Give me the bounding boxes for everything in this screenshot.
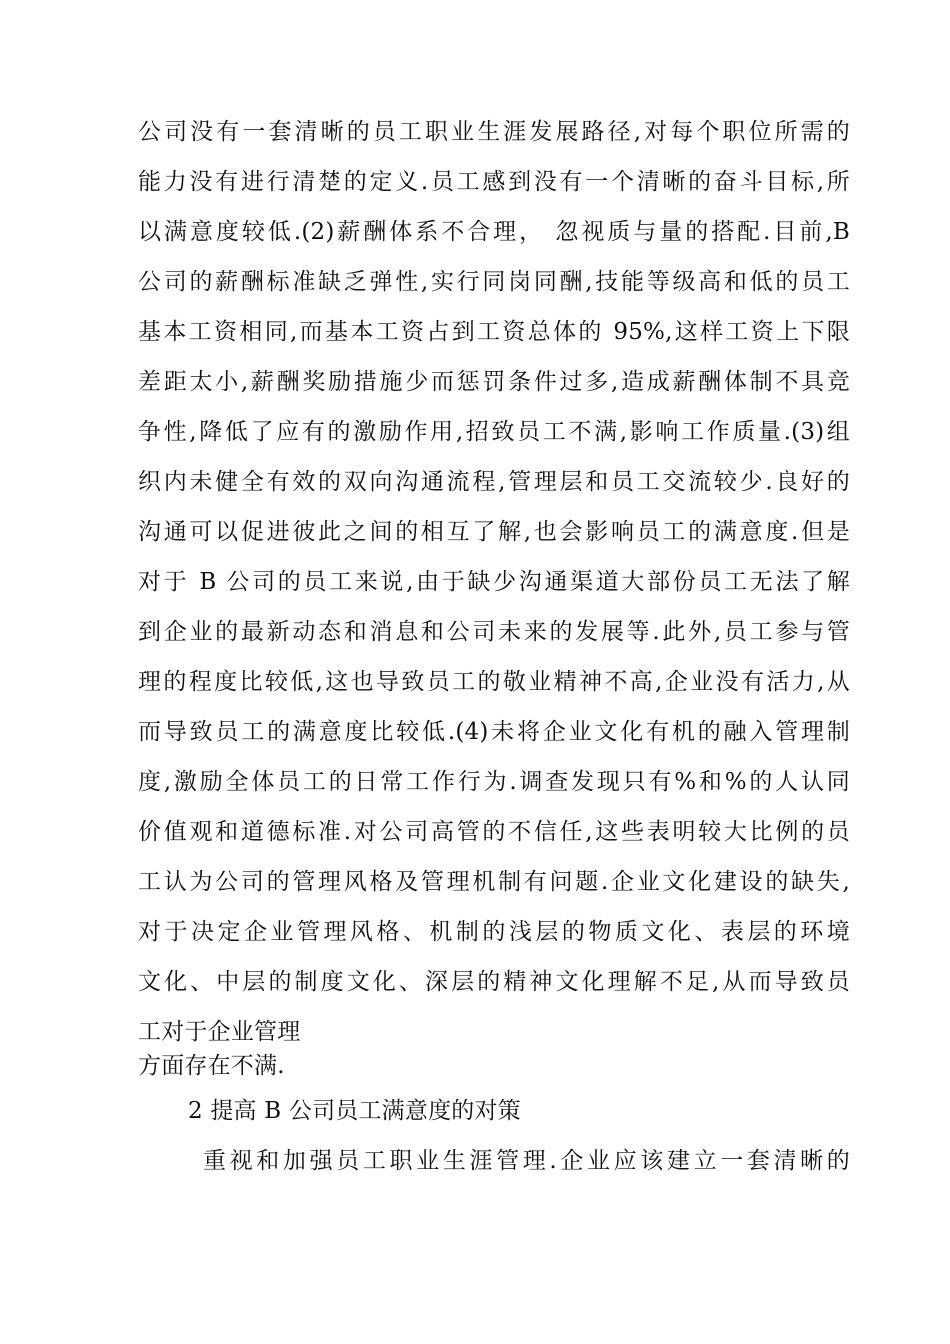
paragraph-continuation-line: 方面存在不满. — [138, 1053, 285, 1079]
paragraph-line: 工认为公司的管理风格及管理机制有问题.企业文化建设的缺失, — [138, 869, 850, 895]
paragraph-line: 度,激励全体员工的日常工作行为.调查发现只有%和%的人认同 — [138, 769, 850, 795]
section-heading: 2 提高 B 公司员工满意度的对策 — [188, 1098, 521, 1124]
paragraph-line: 价值观和道德标准.对公司高管的不信任,这些表明较大比例的员 — [138, 819, 850, 845]
next-paragraph-first-line: 重视和加强员工职业生涯管理.企业应该建立一套清晰的 — [203, 1148, 850, 1174]
paragraph-line: 理的程度比较低,这也导致员工的敬业精神不高,企业没有活力,从 — [138, 669, 850, 695]
paragraph-line: 而导致员工的满意度比较低.(4)未将企业文化有机的融入管理制 — [138, 719, 850, 745]
paragraph-line: 公司没有一套清晰的员工职业生涯发展路径,对每个职位所需的 — [138, 119, 850, 145]
paragraph-line: 以满意度较低.(2)薪酬体系不合理， 忽视质与量的搭配.目前,B — [138, 219, 850, 245]
paragraph-line: 文化、中层的制度文化、深层的精神文化理解不足,从而导致员 — [138, 969, 850, 995]
paragraph-line: 织内未健全有效的双向沟通流程,管理层和员工交流较少.良好的 — [138, 469, 850, 495]
paragraph-line: 工对于企业管理 — [138, 1019, 301, 1045]
paragraph-line: 对于 B 公司的员工来说,由于缺少沟通渠道大部份员工无法了解 — [138, 569, 850, 595]
paragraph-line: 能力没有进行清楚的定义.员工感到没有一个清晰的奋斗目标,所 — [138, 169, 850, 195]
paragraph-line: 到企业的最新动态和消息和公司未来的发展等.此外,员工参与管 — [138, 619, 850, 645]
paragraph-line: 对于决定企业管理风格、机制的浅层的物质文化、表层的环境 — [138, 919, 850, 945]
paragraph-line: 基本工资相同,而基本工资占到工资总体的 95%,这样工资上下限 — [138, 319, 850, 345]
paragraph-line: 沟通可以促进彼此之间的相互了解,也会影响员工的满意度.但是 — [138, 519, 850, 545]
paragraph-line: 差距太小,薪酬奖励措施少而惩罚条件过多,造成薪酬体制不具竞 — [138, 369, 850, 395]
paragraph-line: 争性,降低了应有的激励作用,招致员工不满,影响工作质量.(3)组 — [138, 419, 850, 445]
paragraph-line: 公司的薪酬标准缺乏弹性,实行同岗同酬,技能等级高和低的员工 — [138, 269, 850, 295]
